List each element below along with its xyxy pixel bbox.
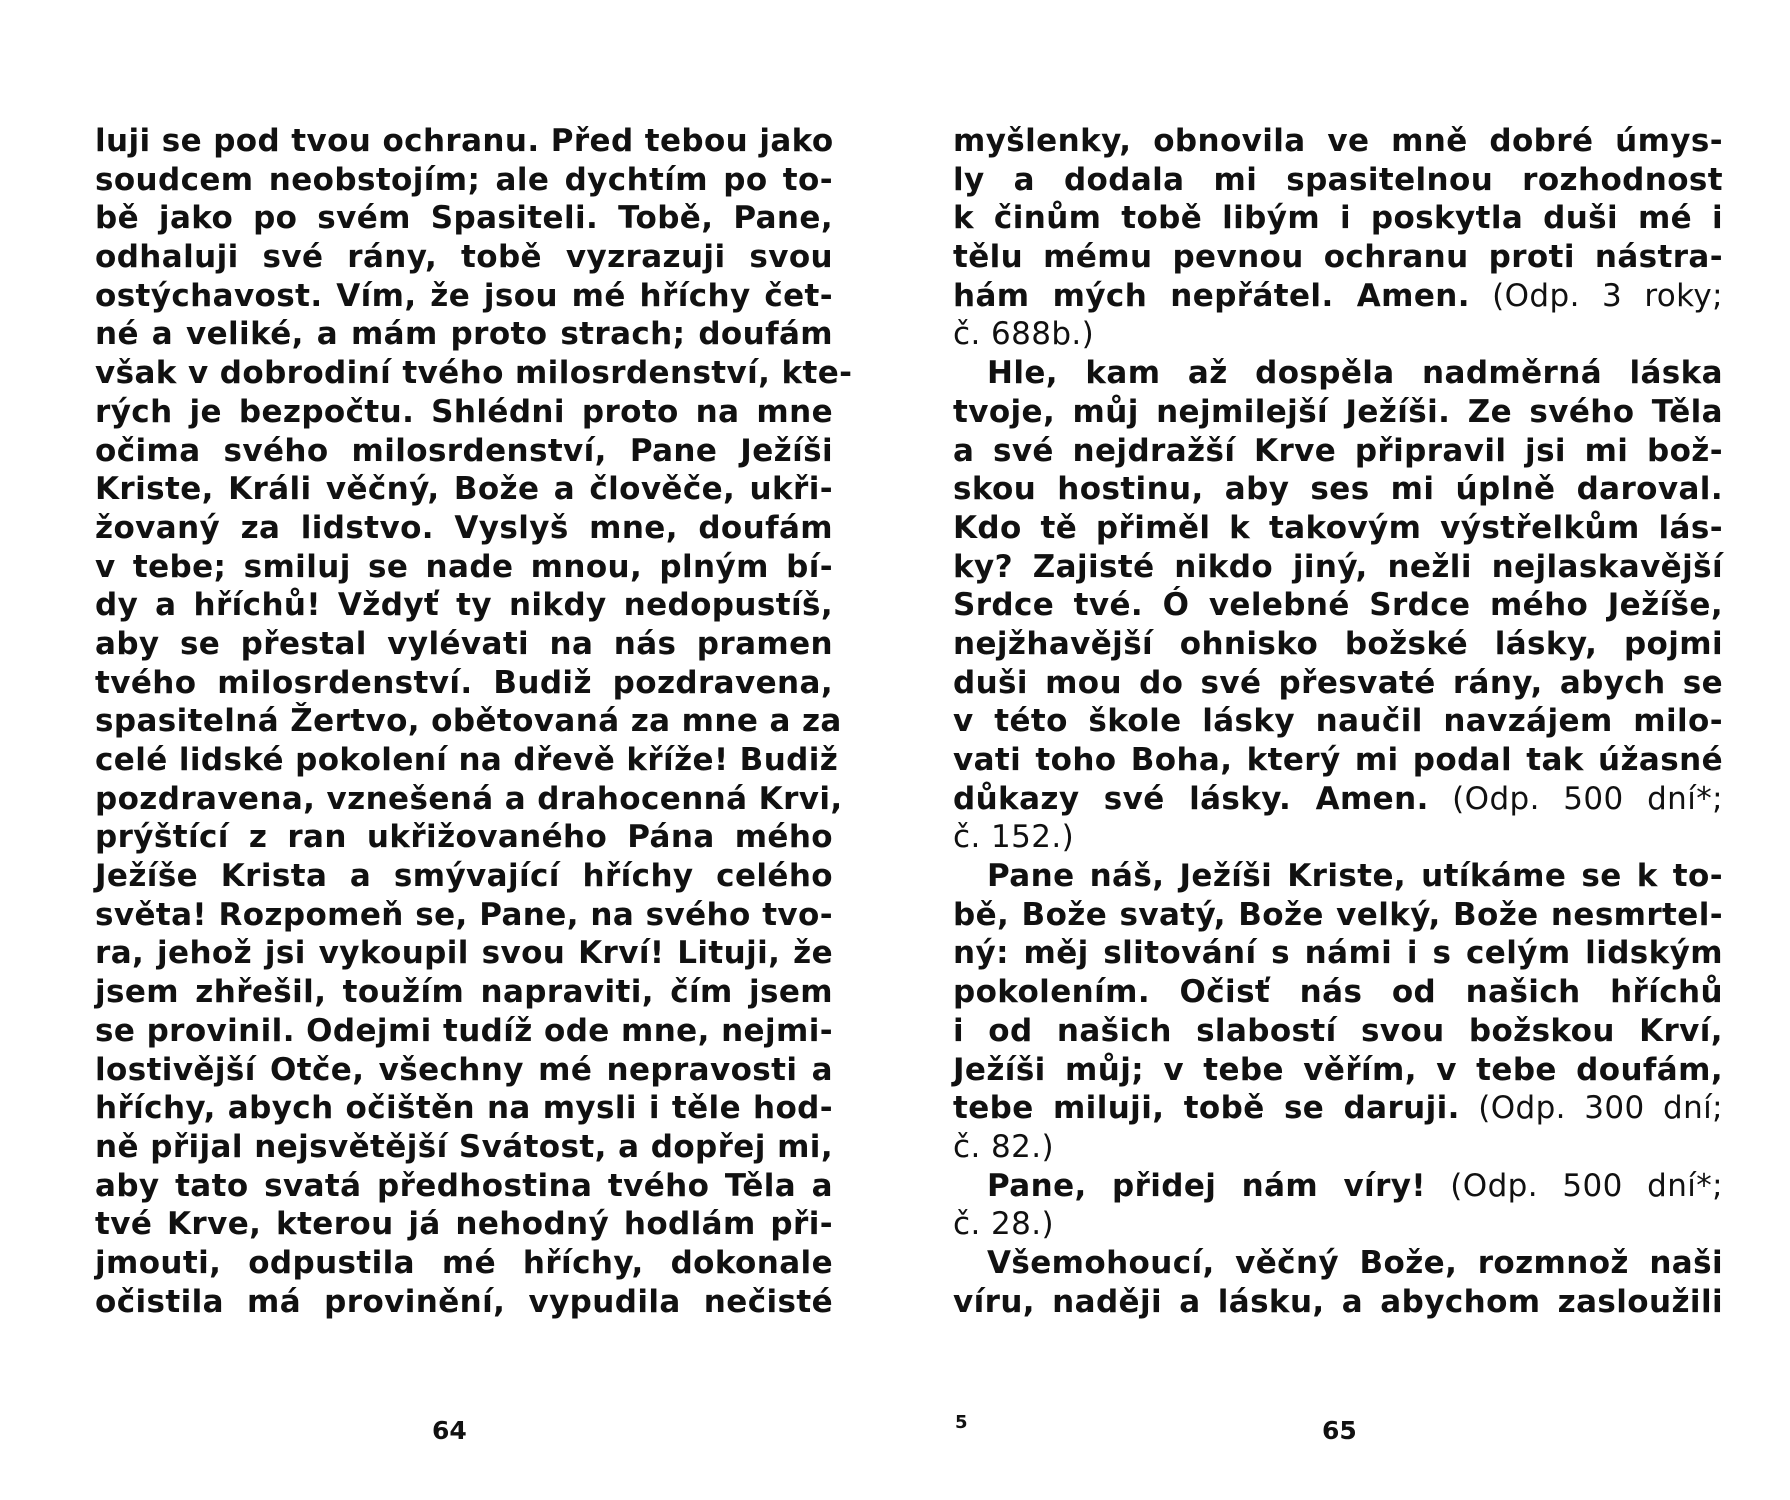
text-line bbox=[95, 432, 833, 471]
line-text: k činům tobě libým i poskytla duši mé i bbox=[953, 200, 1723, 237]
text-line bbox=[95, 509, 833, 548]
line-text: Pane, přidej nám víry! bbox=[987, 1167, 1426, 1204]
line-text: ky? Zajisté nikdo jiný, nežli nejlaskavější bbox=[953, 548, 1723, 585]
text-line bbox=[95, 315, 833, 354]
line-text: ra, jehož jsi vykoupil svou Krví! Lituji, že bbox=[95, 935, 833, 972]
line-text: Pane náš, Ježíši Kriste, utíkáme se k to- bbox=[987, 858, 1723, 895]
line-text: né a veliké, a mám proto strach; doufám bbox=[95, 316, 833, 353]
line-text: tvého milosrdenství. Budiž pozdravena, bbox=[95, 664, 833, 701]
line-text: nejžhavější ohnisko božské lásky, pojmi bbox=[953, 625, 1723, 662]
text-line bbox=[95, 741, 839, 780]
line-text: očistila má provinění, vypudila nečisté bbox=[95, 1283, 833, 1320]
line-text: očima svého milosrdenství, Pane Ježíši bbox=[95, 432, 833, 469]
text-line bbox=[953, 277, 1723, 316]
text-line bbox=[953, 1051, 1723, 1090]
line-text: v této škole lásky naučil navzájem milo- bbox=[953, 703, 1723, 740]
indulgence-reference: č. 28.) bbox=[953, 1206, 1054, 1243]
text-line bbox=[95, 896, 833, 935]
indulgence-reference: (Odp. 3 roky; bbox=[1469, 277, 1723, 314]
text-line bbox=[95, 470, 833, 509]
text-line bbox=[953, 393, 1723, 432]
text-line bbox=[95, 586, 833, 625]
right-page bbox=[895, 0, 1790, 1500]
text-line bbox=[953, 122, 1723, 161]
line-text: ly a dodala mi spasitelnou rozhodnost bbox=[953, 161, 1723, 198]
text-line bbox=[95, 857, 833, 896]
line-text: vati toho Boha, který mi podal tak úžasné bbox=[953, 742, 1723, 778]
text-line bbox=[95, 818, 833, 857]
text-line bbox=[953, 509, 1723, 548]
right-page-number: 65 bbox=[1322, 1416, 1357, 1445]
text-line bbox=[95, 277, 833, 316]
text-line bbox=[953, 238, 1723, 277]
line-text: dy a hříchů! Vždyť ty nikdy nedopustíš, bbox=[95, 587, 833, 624]
line-text: hříchy, abych očištěn na mysli i těle hod- bbox=[95, 1090, 833, 1127]
text-line bbox=[953, 432, 1723, 471]
text-line bbox=[95, 780, 843, 819]
text-line bbox=[95, 393, 833, 432]
text-line bbox=[95, 1128, 833, 1167]
text-line bbox=[953, 973, 1723, 1012]
left-page-text bbox=[95, 122, 853, 1321]
line-text: tvé Krve, kterou já nehodný hodlám při- bbox=[95, 1206, 833, 1243]
text-line bbox=[953, 1244, 1723, 1283]
line-text: Srdce tvé. Ó velebné Srdce mého Ježíše, bbox=[953, 587, 1723, 624]
printer-signature-mark: 5 bbox=[955, 1412, 968, 1433]
line-text: Všemohoucí, věčný Bože, rozmnož naši bbox=[987, 1244, 1723, 1281]
line-text: tebe miluji, tobě se daruji. bbox=[953, 1090, 1460, 1127]
line-text: pozdravena, vznešená a drahocenná Krvi, bbox=[95, 780, 843, 817]
line-text: Kriste, Králi věčný, Bože a člověče, ukři- bbox=[95, 471, 833, 508]
text-line bbox=[953, 896, 1723, 935]
indulgence-reference: č. 688b.) bbox=[953, 316, 1095, 353]
line-text: ostýchavost. Vím, že jsou mé hříchy čet- bbox=[95, 277, 833, 314]
left-page-number: 64 bbox=[432, 1416, 467, 1445]
text-line bbox=[95, 934, 833, 973]
text-line bbox=[953, 625, 1723, 664]
text-line bbox=[95, 1051, 833, 1090]
text-line bbox=[95, 625, 833, 664]
line-text: důkazy své lásky. Amen. bbox=[953, 780, 1429, 817]
text-line bbox=[95, 354, 853, 393]
line-text: Hle, kam až dospěla nadměrná láska bbox=[987, 355, 1723, 392]
text-line bbox=[953, 780, 1723, 819]
line-text: rých je bezpočtu. Shlédni proto na mne bbox=[95, 393, 833, 430]
line-text: v tebe; smiluj se nade mnou, plným bí- bbox=[95, 548, 833, 585]
text-line bbox=[953, 818, 1723, 857]
indulgence-reference: (Odp. 300 dní; bbox=[1459, 1090, 1723, 1127]
line-text: myšlenky, obnovila ve mně dobré úmys- bbox=[953, 123, 1723, 159]
line-text: prýštící z ran ukřižovaného Pána mého bbox=[95, 819, 833, 856]
text-line bbox=[953, 161, 1723, 200]
line-text: luji se pod tvou ochranu. Před tebou jako bbox=[95, 123, 834, 159]
line-text: aby tato svatá předhostina tvého Těla a bbox=[95, 1167, 833, 1204]
text-line bbox=[953, 1012, 1723, 1051]
line-text: jsem zhřešil, toužím napraviti, čím jsem bbox=[95, 974, 833, 1011]
line-text: se provinil. Odejmi tudíž ode mne, nejmi- bbox=[95, 1012, 833, 1049]
text-line bbox=[953, 586, 1723, 625]
text-line bbox=[95, 1283, 833, 1322]
line-text: aby se přestal vylévati na nás pramen bbox=[95, 625, 833, 662]
line-text: lostivější Otče, všechny mé nepravosti a bbox=[95, 1051, 833, 1088]
line-text: hám mých nepřátel. Amen. bbox=[953, 277, 1470, 314]
line-text: spasitelná Žertvo, obětovaná za mne a za bbox=[95, 703, 842, 740]
line-text: soudcem neobstojím; ale dychtím po to- bbox=[95, 161, 833, 198]
text-line bbox=[953, 1089, 1723, 1128]
line-text: tělu mému pevnou ochranu proti nástra- bbox=[953, 239, 1723, 276]
text-line bbox=[953, 548, 1723, 587]
line-text: bě, Bože svatý, Bože velký, Bože nesmrtel- bbox=[953, 896, 1723, 933]
line-text: a své nejdražší Krve připravil jsi mi bož- bbox=[953, 432, 1723, 469]
text-line bbox=[953, 1128, 1723, 1167]
text-line bbox=[95, 1012, 833, 1051]
line-text: duši mou do své přesvaté rány, abych se bbox=[953, 664, 1723, 701]
line-text: Kdo tě přiměl k takovým výstřelkům lás- bbox=[953, 509, 1723, 546]
text-line bbox=[953, 470, 1723, 509]
text-line bbox=[95, 161, 833, 200]
text-line bbox=[95, 122, 833, 161]
text-line bbox=[953, 1205, 1723, 1244]
text-line bbox=[953, 199, 1723, 238]
line-text: bě jako po svém Spasiteli. Tobě, Pane, bbox=[95, 200, 833, 237]
line-text: žovaný za lidstvo. Vyslyš mne, doufám bbox=[95, 509, 833, 546]
text-line bbox=[95, 1244, 833, 1283]
line-text: světa! Rozpomeň se, Pane, na svého tvo- bbox=[95, 896, 833, 933]
text-line bbox=[95, 199, 833, 238]
indulgence-reference: č. 82.) bbox=[953, 1128, 1054, 1165]
text-line bbox=[95, 1089, 833, 1128]
line-text: ně přijal nejsvětější Svátost, a dopřej mi, bbox=[95, 1128, 833, 1165]
text-line bbox=[953, 354, 1723, 393]
line-text: i od našich slabostí svou božskou Krví, bbox=[953, 1012, 1723, 1049]
text-line bbox=[953, 1283, 1723, 1322]
text-line bbox=[95, 1205, 833, 1244]
line-text: ný: měj slitování s námi i s celým lidským bbox=[953, 935, 1723, 972]
text-line bbox=[95, 973, 833, 1012]
text-line bbox=[953, 857, 1723, 896]
text-line bbox=[953, 1167, 1723, 1206]
text-line bbox=[95, 664, 833, 703]
indulgence-reference: (Odp. 500 dní*; bbox=[1425, 1167, 1723, 1204]
line-text: jmouti, odpustila mé hříchy, dokonale bbox=[95, 1244, 833, 1281]
line-text: víru, naději a lásku, a abychom zasloužili bbox=[953, 1283, 1723, 1320]
line-text: Ježíše Krista a smývající hříchy celého bbox=[95, 858, 833, 895]
text-line bbox=[95, 238, 833, 277]
text-line bbox=[95, 1167, 833, 1206]
line-text: tvoje, můj nejmilejší Ježíši. Ze svého Těla bbox=[953, 393, 1723, 430]
line-text: pokolením. Očisť nás od našich hříchů bbox=[953, 974, 1723, 1011]
text-line bbox=[953, 934, 1723, 973]
text-line bbox=[953, 664, 1723, 703]
line-text: však v dobrodiní tvého milosrdenství, kte- bbox=[95, 355, 853, 392]
line-text: skou hostinu, aby ses mi úplně daroval. bbox=[953, 471, 1723, 508]
text-line bbox=[953, 702, 1723, 741]
text-line bbox=[953, 741, 1723, 780]
line-text: odhaluji své rány, tobě vyzrazuji svou bbox=[95, 239, 833, 276]
line-text: Ježíši můj; v tebe věřím, v tebe doufám, bbox=[953, 1051, 1723, 1088]
text-line bbox=[953, 315, 1723, 354]
text-line bbox=[95, 702, 842, 741]
right-page-text bbox=[953, 122, 1723, 1321]
indulgence-reference: č. 152.) bbox=[953, 819, 1075, 856]
indulgence-reference: (Odp. 500 dní*; bbox=[1428, 780, 1723, 817]
line-text: celé lidské pokolení na dřevě kříže! Budiž bbox=[95, 742, 839, 778]
text-line bbox=[95, 548, 833, 587]
